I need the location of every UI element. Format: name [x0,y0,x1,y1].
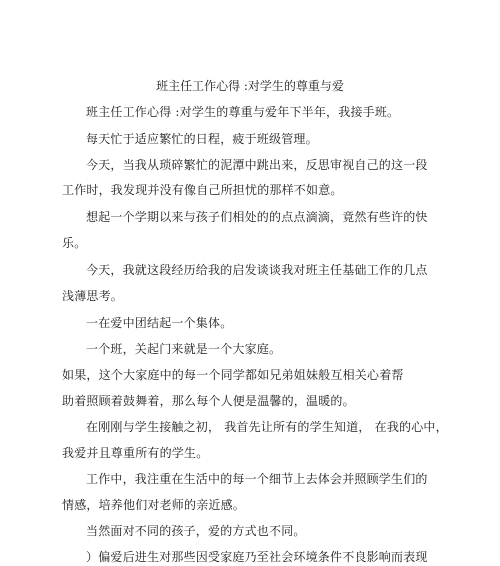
paragraph-line: 今天，我就这段经历给我的启发谈谈我对班主任基础工作的几点 [86,263,428,277]
paragraph-line: 在刚刚与学生接触之初， 我首先让所有的学生知道， 在我的心中， [86,420,448,434]
paragraph-line: 今天，当我从琐碎繁忙的泥潭中跳出来，反思审视自己的这一段 [86,158,428,172]
document-title: 班主任工作心得 :对学生的尊重与爱 [156,79,344,93]
paragraph-line: 情感，培养他们对老师的亲近感。 [62,498,246,512]
paragraph-line: 浅薄思考。 [62,289,124,303]
paragraph-line: 一个班，关起门来就是一个大家庭。 [86,342,282,356]
paragraph-line: 工作中，我注重在生活中的每一个细节上去体会并照顾学生们的 [86,472,428,486]
paragraph-line: 当然面对不同的孩子，爱的方式也不同。 [86,524,306,538]
paragraph-line: 每天忙于适应繁忙的日程，疲于班级管理。 [86,132,318,146]
paragraph-line: ）偏爱后进生对那些因受家庭乃至社会环境条件不良影响而表现 [86,550,428,564]
paragraph-line: 如果，这个大家庭中的每一个同学都如兄弟姐妹般互相关心着帮 [62,368,404,382]
paragraph-line: 助着照顾着鼓舞着，那么每个人便是温馨的，温暖的。 [62,394,355,408]
paragraph-line: 乐。 [62,236,87,250]
paragraph-line: 班主任工作心得 :对学生的尊重与爱年下半年，我接手班。 [86,105,400,119]
paragraph-line: 想起一个学期以来与孩子们相处的的点点滴滴，竟然有些许的快 [86,210,428,224]
paragraph-line: 工作时，我发现并没有像自己所担忧的那样不如意。 [62,183,343,197]
paragraph-line: 一在爱中团结起一个集体。 [86,316,233,330]
paragraph-line: 我爱并且尊重所有的学生。 [62,446,209,460]
